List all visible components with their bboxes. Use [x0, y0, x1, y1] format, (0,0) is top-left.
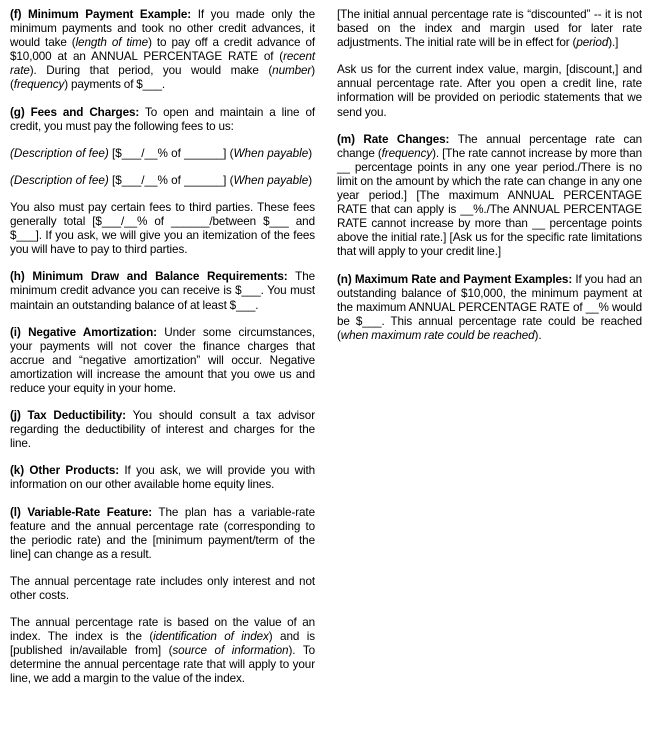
third-party-fees	[10, 201, 315, 257]
text-run: (j) Tax Deductibility:	[10, 409, 126, 423]
text-run: The plan has a variable-rate feature and the annual percentage rate (corresponding to the periodic rate) and the [minimum payment/term of the line] can change as a result.	[10, 505, 315, 561]
text-run: )	[308, 173, 313, 187]
item-g	[10, 106, 315, 134]
discounted-rate	[337, 8, 642, 50]
text-run: (l) Variable-Rate Feature:	[10, 505, 153, 519]
text-run: ). During that period, you would make (	[29, 64, 273, 78]
text-run: ).	[534, 328, 542, 342]
text-run: recent rate	[10, 50, 315, 78]
text-run: The annual percentage rate includes only interest and not other costs.	[10, 574, 315, 602]
text-run: (m) Rate Changes:	[337, 132, 450, 146]
text-run: Ask us for the current index value, margin, [discount,] and annual percentage rate. After you open a credit line, rate information will be provided on periodic statements that we send you.	[337, 63, 642, 119]
text-run: When payable	[233, 173, 309, 187]
text-run: The annual percentage rate can change (	[337, 132, 642, 160]
text-run: You should consult a tax advisor regarding the deductibility of interest and charges for the line.	[10, 409, 315, 451]
apr-index-basis	[10, 616, 315, 686]
text-run: If you ask, we will provide you with information on our other available home equity lines.	[10, 464, 315, 492]
text-run: )	[308, 146, 313, 160]
item-f	[10, 8, 315, 93]
text-run: identification of index	[153, 630, 269, 644]
text-run: length of time	[75, 36, 149, 50]
text-run: [$___/__% of ______] (	[108, 146, 234, 160]
apr-interest-only	[10, 575, 315, 603]
item-i	[10, 326, 315, 396]
text-run: when maximum rate could be reached	[340, 328, 535, 342]
fee-line-1	[10, 147, 315, 161]
text-run: [The initial annual percentage rate is “discounted” -- it is not based on the index and margin used for later rate adjustments. The initial rate will be in effect for (	[337, 8, 642, 50]
text-run: The minimum credit advance you can receive is $___. You must maintain an outstanding balance of at least $___.	[10, 270, 315, 312]
text-run: ) (	[10, 64, 315, 92]
text-run: (g) Fees and Charges:	[10, 105, 140, 119]
ask-us-index	[337, 63, 642, 119]
text-run: [$___/__% of ______] (	[108, 173, 234, 187]
item-h	[10, 270, 315, 312]
text-run: source of information	[172, 644, 289, 658]
text-run: The annual percentage rate is based on the value of an index. The index is the (	[10, 616, 315, 644]
right-column	[337, 8, 642, 747]
text-run: frequency	[13, 78, 65, 92]
text-run: (k) Other Products:	[10, 464, 120, 478]
item-l	[10, 506, 315, 562]
text-run: Under some circumstances, your payments will not cover the finance charges that accrue and “negative amortization” will occur. Negative amortization will increase the amount that you owe us and reduce your equity in your home.	[10, 325, 315, 395]
item-k	[10, 464, 315, 492]
text-run: When payable	[233, 146, 309, 160]
text-run: If you had an outstanding balance of $10,000, the minimum payment at the maximum ANNUAL PERCENTAGE RATE of __% would be $___. This annual percentage rate could be reached (	[337, 272, 642, 342]
item-m	[337, 133, 642, 260]
text-run: frequency	[381, 146, 433, 160]
left-column	[10, 8, 315, 747]
text-run: ) and is [published in/available from] (	[10, 630, 315, 658]
text-run: ) payments of $___.	[64, 78, 166, 92]
text-run: ) to pay off a credit advance of $10,000 at an ANNUAL PERCENTAGE RATE of (	[10, 36, 315, 64]
item-n	[337, 273, 642, 343]
text-run: (h) Minimum Draw and Balance Requirements:	[10, 270, 288, 284]
text-run: (f) Minimum Payment Example:	[10, 8, 192, 21]
text-run: (n) Maximum Rate and Payment Examples:	[337, 272, 573, 286]
text-run: number	[272, 64, 312, 78]
item-j	[10, 409, 315, 451]
fee-line-2	[10, 174, 315, 188]
text-run: You also must pay certain fees to third parties. These fees generally total [$___/__% of ______/between $___ and $___]. If you ask, we will give you an itemization of the fees you will have to pay to third parties.	[10, 200, 315, 257]
text-run: (Description of fee)	[10, 173, 109, 187]
text-run: (i) Negative Amortization:	[10, 325, 157, 339]
text-run: ). [The rate cannot increase by more than __ percentage points in any one year period./There is no limit on the amount by which the rate can change in any one year period.] [The maximum ANNUAL PERCENTAGE RATE that can apply is __%./The ANNUAL PERCENTAGE RATE cannot increase by more than __ percentage points above the initial rate.] [Ask us for the specific rate limitations that will apply to your credit line.]	[337, 146, 642, 259]
two-column-layout	[10, 8, 654, 747]
text-run: ). To determine the annual percentage rate that will apply to your line, we add a margin to the value of the index.	[10, 644, 315, 686]
text-run: If you made only the minimum payments and took no other credit advances, it would take (	[10, 8, 315, 50]
text-run: period	[576, 36, 609, 50]
text-run: ).]	[608, 36, 619, 50]
text-run: To open and maintain a line of credit, you must pay the following fees to us:	[10, 105, 315, 133]
text-run: (Description of fee)	[10, 146, 109, 160]
